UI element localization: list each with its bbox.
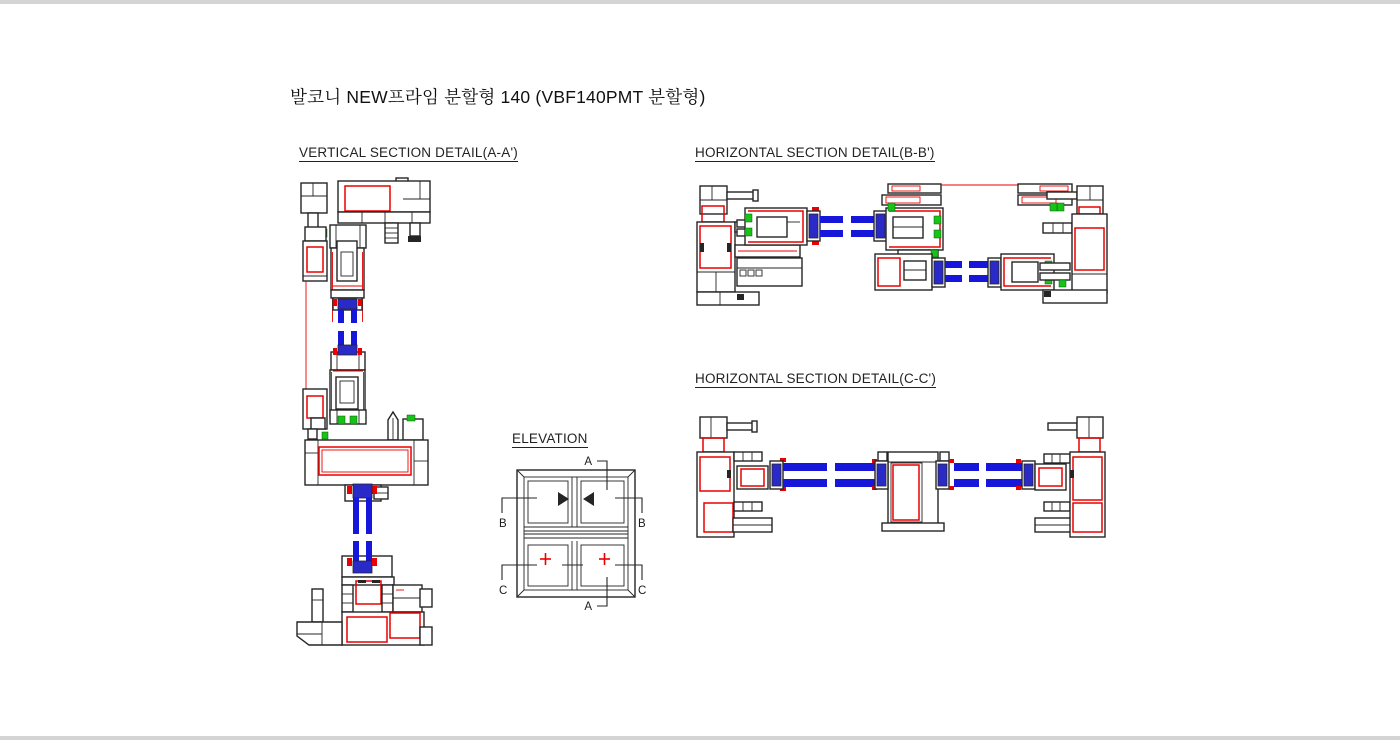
heading-vertical-section-label: VERTICAL SECTION DETAIL(A-A') (299, 145, 518, 160)
horizontal-section-bb-drawing (697, 184, 1107, 305)
elevation-marker-c-right: C (638, 585, 647, 597)
elevation-marker-b-left: B (499, 518, 507, 530)
elevation-marker-b-right: B (638, 518, 646, 530)
elevation-marker-c-left: C (499, 585, 508, 597)
vertical-section-drawing (297, 178, 432, 645)
elevation-marker-a-top: A (584, 456, 592, 468)
page-title: 발코니 NEW프라임 분할형 140 (VBF140PMT 분할형) (290, 87, 706, 107)
heading-elevation-label: ELEVATION (512, 431, 588, 446)
elevation-drawing (499, 456, 646, 613)
heading-horizontal-section-bb-label: HORIZONTAL SECTION DETAIL(B-B') (695, 145, 935, 160)
heading-horizontal-section-cc-label: HORIZONTAL SECTION DETAIL(C-C') (695, 371, 937, 386)
horizontal-section-cc-drawing (697, 417, 1105, 537)
elevation-marker-a-bottom: A (584, 601, 592, 613)
